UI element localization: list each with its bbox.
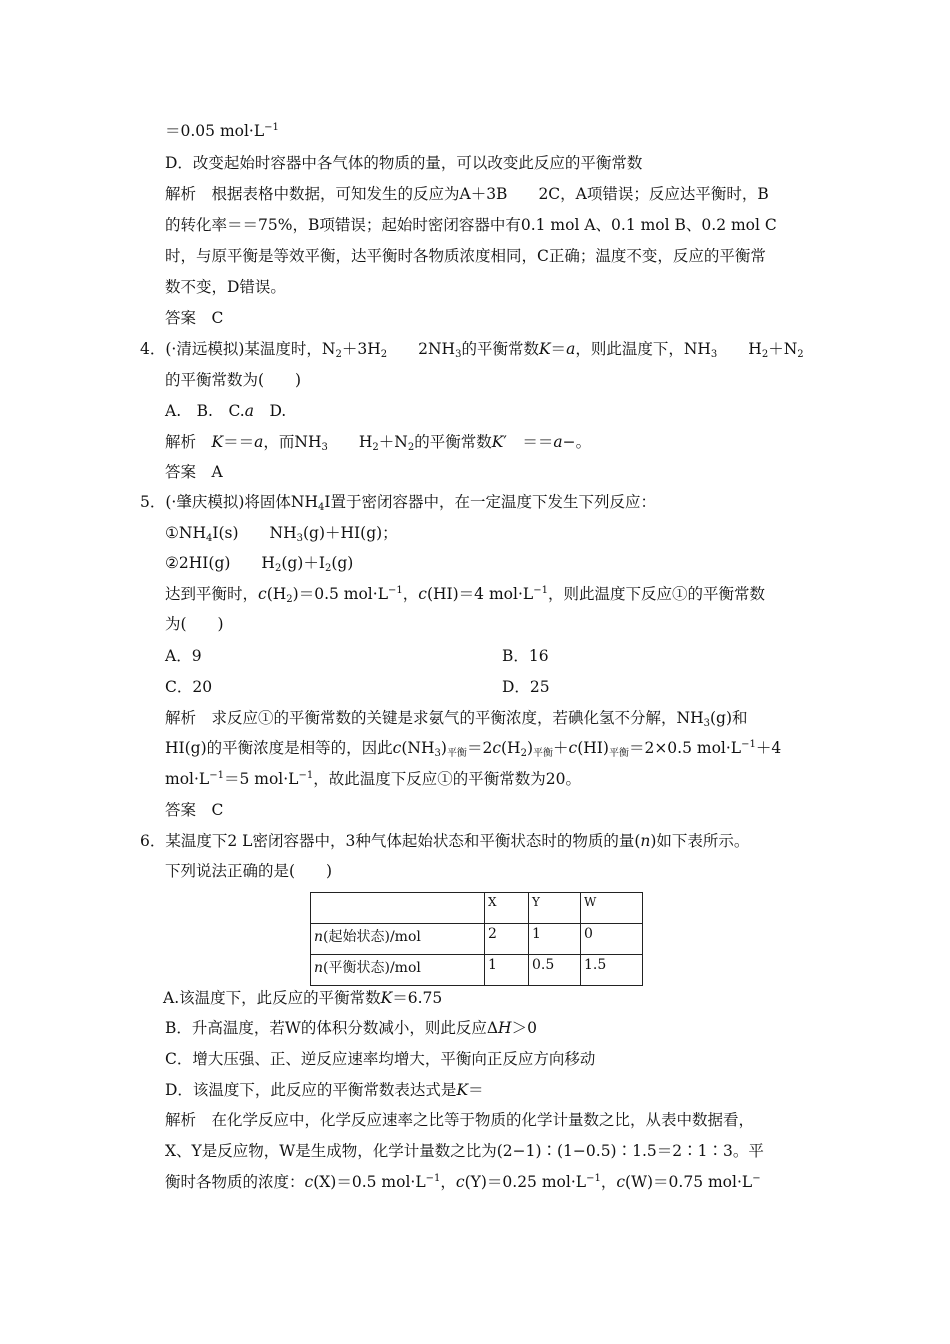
q5-reaction-1: $①NH_4I(s)$ $NH_3(g)+HI(g)$；	[165, 524, 398, 544]
table-cell: 1	[529, 924, 581, 955]
table-cell: n(起始状态)/mol	[311, 924, 485, 955]
q6-analysis-line1: 解析 在化学反应中，化学反应速率之比等于物质的化学计量数之比，从表中数据看，	[165, 1111, 755, 1129]
q4-stem-line1: 4．(·清远模拟)某温度时，$N_2+3H_2$ $2NH_3$的平衡常数K＝a，则此温度下，$NH_3$ $H_2+N_2$	[140, 340, 804, 360]
q6-analysis-line2: X、Y是反应物，W是生成物，化学计量数之比为(2−1)∶(1−0.5)∶1.5＝2∶1∶3。平	[165, 1142, 764, 1160]
q3-analysis-line3: 时，与原平衡是等效平衡，达平衡时各物质浓度相同，C正确；温度不变，反应的平衡常	[165, 247, 766, 265]
q6-option-d: D．该温度下，此反应的平衡常数表达式是K＝	[165, 1081, 484, 1099]
q4-answer: 答案 A	[165, 463, 223, 481]
table-cell: n(平衡状态)/mol	[311, 955, 485, 986]
prev-line-concentration: ＝0.05 $mol\cdot L^{-1}$	[165, 122, 279, 140]
q5-reaction-2: ②2HI(g) $H_2(g)+I_2(g)$	[165, 554, 354, 574]
table-cell: 0	[581, 924, 643, 955]
q5-analysis-line2: HI(g)的平衡浓度是相等的，因此$c(NH_3)_{平衡}=2c(H_2)_{平衡}+c(HI)_{平衡}=2\times 0.5$ $mol\cdot L^{-1}+4$	[165, 739, 782, 759]
table-cell: 1	[485, 955, 529, 986]
q3-analysis-line1: 解析 根据表格中数据，可知发生的反应为A＋3B 2C，A项错误；反应达平衡时，B	[165, 185, 769, 203]
q5-analysis-line3: $mol\cdot L^{-1}=5$ $mol\cdot L^{-1}$，故此温度下反应①的平衡常数为20。	[165, 770, 581, 788]
q5-option-b: B．16	[502, 647, 549, 665]
q4-analysis: 解析 K＝＝a，而$NH_3$ $H_2+N_2$的平衡常数K′ ＝＝a−。	[165, 433, 592, 453]
data-table	[310, 892, 643, 986]
table-header-cell: Y	[529, 893, 581, 924]
q5-option-c: C．20	[165, 678, 213, 696]
q5-answer: 答案 C	[165, 801, 224, 819]
table-header-cell: W	[581, 893, 643, 924]
table-cell: 1.5	[581, 955, 643, 986]
q5-stem-line1: 5．(·肇庆模拟)将固体$NH_4I$置于密闭容器中，在一定温度下发生下列反应：	[140, 493, 656, 513]
table-row	[311, 924, 643, 955]
q5-condition-line1: 达到平衡时，$c(H_2)=0.5$ $mol\cdot L^{-1}$，c(HI)＝4 $mol\cdot L^{-1}$，则此温度下反应①的平衡常数	[165, 585, 765, 605]
q6-stem-line2: 下列说法正确的是( )	[165, 862, 333, 880]
q6-option-b: B．升高温度，若W的体积分数减小，则此反应ΔH＞0	[165, 1019, 537, 1037]
table-cell: 2	[485, 924, 529, 955]
table-header-cell: X	[485, 893, 529, 924]
q3-answer: 答案 C	[165, 309, 224, 327]
q6-option-a: A.该温度下，此反应的平衡常数K＝6.75	[163, 989, 443, 1007]
q5-option-a: A．9	[165, 647, 202, 665]
table-header-cell	[311, 893, 485, 924]
table-row	[311, 955, 643, 986]
table-header-row	[311, 893, 643, 924]
q4-stem-line2: 的平衡常数为( )	[165, 371, 302, 389]
q5-option-d: D．25	[502, 678, 550, 696]
q6-stem-line1: 6．某温度下2 L密闭容器中，3种气体起始状态和平衡状态时的物质的量(n)如下表所示。	[140, 832, 750, 850]
table-cell: 0.5	[529, 955, 581, 986]
q6-analysis-line3: 衡时各物质的浓度：c(X)＝0.5 $mol\cdot L^{-1}$，c(Y)＝0.25 $mol\cdot L^{-1}$，c(W)＝0.75 mol·L−	[165, 1173, 761, 1191]
q4-options: A. B. C.a D.	[165, 402, 287, 420]
q3-analysis-line2: 的转化率＝＝75%，B项错误；起始时密闭容器中有0.1 mol A、0.1 mol B、0.2 mol C	[165, 216, 777, 234]
q5-condition-line2: 为( )	[165, 615, 224, 633]
q3-option-d: D．改变起始时容器中各气体的物质的量，可以改变此反应的平衡常数	[165, 154, 643, 172]
q6-option-c: C．增大压强、正、逆反应速率均增大，平衡向正反应方向移动	[165, 1050, 596, 1068]
q3-analysis-line4: 数不变，D错误。	[165, 278, 286, 296]
q5-analysis-line1: 解析 求反应①的平衡常数的关键是求氨气的平衡浓度，若碘化氢不分解，$NH_3(g)$和	[165, 709, 748, 729]
